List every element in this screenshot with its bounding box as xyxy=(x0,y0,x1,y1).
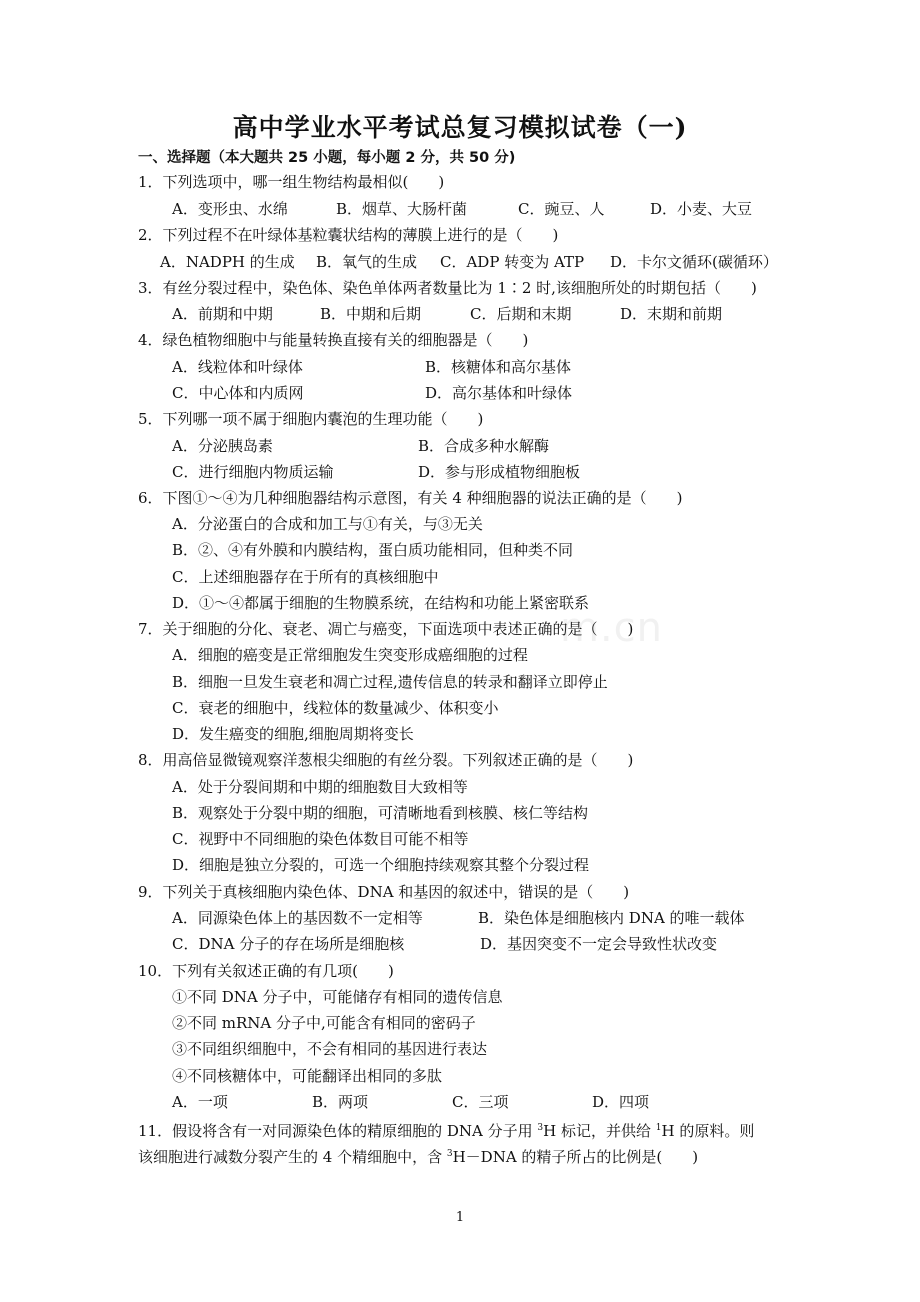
q10-statement-3: ③不同组织细胞中，不会有相同的基因进行表达 xyxy=(172,1040,488,1058)
question-10-stem: 10．下列有关叙述正确的有几项( ) xyxy=(138,962,394,980)
q6-option-a: A．分泌蛋白的合成和加工与①有关，与③无关 xyxy=(172,515,483,533)
q3-option-d: D．末期和前期 xyxy=(620,305,723,323)
q4-option-d: D．高尔基体和叶绿体 xyxy=(425,384,573,402)
q10-statement-4: ④不同核糖体中，可能翻译出相同的多肽 xyxy=(172,1067,443,1085)
question-4-stem: 4．绿色植物细胞中与能量转换直接有关的细胞器是（ ) xyxy=(138,331,529,349)
q6-option-b: B．②、④有外膜和内膜结构，蛋白质功能相同，但种类不同 xyxy=(172,541,574,559)
question-3-stem: 3．有丝分裂过程中，染色体、染色单体两者数量比为 1∶2 时,该细胞所处的时期包括（ ) xyxy=(138,279,757,297)
question-2-stem: 2．下列过程不在叶绿体基粒囊状结构的薄膜上进行的是（ ) xyxy=(138,226,559,244)
q6-option-d: D．①～④都属于细胞的生物膜系统，在结构和功能上紧密联系 xyxy=(172,594,590,612)
section-heading: 一、选择题（本大题共 25 小题，每小题 2 分，共 50 分) xyxy=(138,150,516,166)
q10-option-d: D．四项 xyxy=(592,1093,650,1111)
q5-option-a: A．分泌胰岛素 xyxy=(172,437,273,455)
q5-option-c: C．进行细胞内物质运输 xyxy=(172,463,334,481)
q11-superscript-1: 3 xyxy=(537,1123,544,1133)
question-11-stem-line-2 xyxy=(138,1144,698,1167)
q10-statement-2: ②不同 mRNA 分子中,可能含有相同的密码子 xyxy=(172,1014,476,1032)
q1-option-b: B．烟草、大肠杆菌 xyxy=(336,200,468,218)
question-9-stem: 9．下列关于真核细胞内染色体、DNA 和基因的叙述中，错误的是（ ) xyxy=(138,883,630,901)
q11-text-2: H 标记，并供给 xyxy=(543,1122,656,1140)
q3-option-c: C．后期和末期 xyxy=(470,305,572,323)
q7-option-a: A．细胞的癌变是正常细胞发生突变形成癌细胞的过程 xyxy=(172,646,528,664)
page-title: 高中学业水平考试总复习模拟试卷（一) xyxy=(232,113,688,142)
q8-option-b: B．观察处于分裂中期的细胞，可清晰地看到核膜、核仁等结构 xyxy=(172,804,589,822)
q10-option-b: B．两项 xyxy=(312,1093,369,1111)
q3-option-b: B．中期和后期 xyxy=(320,305,422,323)
question-1-stem: 1．下列选项中，哪一组生物结构最相似( ) xyxy=(138,173,445,191)
q7-option-b: B．细胞一旦发生衰老和凋亡过程,遗传信息的转录和翻译立即停止 xyxy=(172,673,608,691)
q6-option-c: C．上述细胞器存在于所有的真核细胞中 xyxy=(172,568,439,586)
q11-text-4: 该细胞进行减数分裂产生的 4 个精细胞中，含 xyxy=(138,1148,447,1166)
q9-option-c: C．DNA 分子的存在场所是细胞核 xyxy=(172,935,405,953)
q8-option-a: A．处于分裂间期和中期的细胞数目大致相等 xyxy=(172,778,468,796)
question-5-stem: 5．下列哪一项不属于细胞内囊泡的生理功能（ ) xyxy=(138,410,484,428)
question-7-stem: 7．关于细胞的分化、衰老、凋亡与癌变，下面选项中表述正确的是（ ) xyxy=(138,620,634,638)
q9-option-a: A．同源染色体上的基因数不一定相等 xyxy=(172,909,423,927)
q7-option-d: D．发生癌变的细胞,细胞周期将变长 xyxy=(172,725,414,743)
q2-option-c: C．ADP 转变为 ATP xyxy=(440,253,585,271)
q8-option-d: D．细胞是独立分裂的，可选一个细胞持续观察其整个分裂过程 xyxy=(172,856,590,874)
q11-text-5: H－DNA 的精子所占的比例是( ) xyxy=(452,1148,699,1166)
question-8-stem: 8．用高倍显微镜观察洋葱根尖细胞的有丝分裂。下列叙述正确的是（ ) xyxy=(138,751,634,769)
q3-option-a: A．前期和中期 xyxy=(172,305,273,323)
q5-option-d: D．参与形成植物细胞板 xyxy=(418,463,581,481)
q11-superscript-3: 3 xyxy=(446,1149,453,1159)
q9-option-d: D．基因突变不一定会导致性状改变 xyxy=(480,935,718,953)
question-6-stem: 6．下图①～④为几种细胞器结构示意图，有关 4 种细胞器的说法正确的是（ ) xyxy=(138,489,683,507)
q4-option-a: A．线粒体和叶绿体 xyxy=(172,358,303,376)
watermark: m.cn xyxy=(560,605,664,651)
q5-option-b: B．合成多种水解酶 xyxy=(418,437,550,455)
q1-option-a: A．变形虫、水绵 xyxy=(172,200,288,218)
question-11-stem-line-1 xyxy=(138,1118,754,1141)
q8-option-c: C．视野中不同细胞的染色体数目可能不相等 xyxy=(172,830,469,848)
q11-superscript-2: 1 xyxy=(655,1123,662,1133)
q9-option-b: B．染色体是细胞核内 DNA 的唯一载体 xyxy=(478,909,745,927)
q11-text-3: H 的原料。则 xyxy=(661,1122,755,1140)
q7-option-c: C．衰老的细胞中，线粒体的数量减少、体积变小 xyxy=(172,699,499,717)
q2-option-d: D．卡尔文循环(碳循环） xyxy=(610,253,778,271)
q2-option-b: B．氧气的生成 xyxy=(316,253,418,271)
q10-statement-1: ①不同 DNA 分子中，可能储存有相同的遗传信息 xyxy=(172,988,503,1006)
q1-option-c: C．豌豆、人 xyxy=(518,200,605,218)
q10-option-c: C．三项 xyxy=(452,1093,509,1111)
q2-option-a: A．NADPH 的生成 xyxy=(160,253,295,271)
q10-option-a: A．一项 xyxy=(172,1093,228,1111)
q11-text-1: 11．假设将含有一对同源染色体的精原细胞的 DNA 分子用 xyxy=(138,1122,538,1140)
q1-option-d: D．小麦、大豆 xyxy=(650,200,753,218)
page-number: 1 xyxy=(455,1210,465,1225)
q4-option-b: B．核糖体和高尔基体 xyxy=(425,358,572,376)
q4-option-c: C．中心体和内质网 xyxy=(172,384,304,402)
